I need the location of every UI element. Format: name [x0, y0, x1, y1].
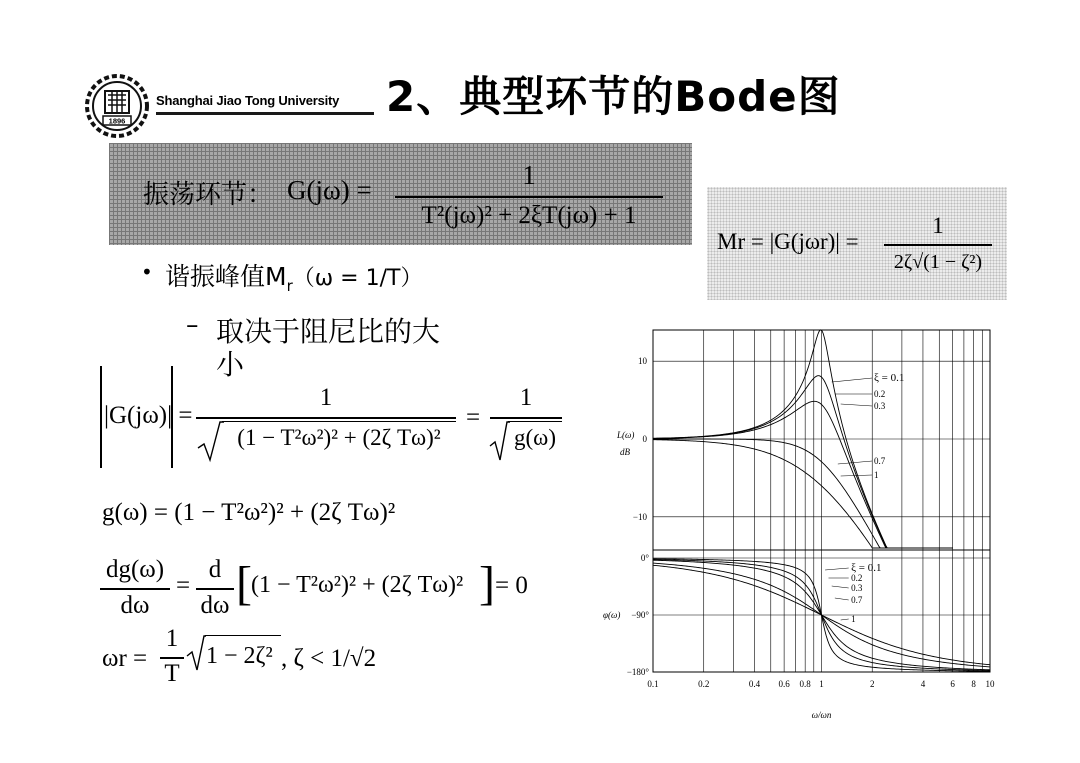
- eq4-radical-bar: [205, 635, 281, 636]
- phase-zeta-leader: [841, 619, 849, 620]
- phase-zeta-leader: [825, 568, 849, 570]
- mag-tick-label: −10: [632, 511, 647, 522]
- mag-zeta-leader: [838, 461, 872, 464]
- bullet-prefix: 谐振峰值M: [165, 262, 287, 291]
- eq4-radical-icon: [186, 634, 206, 674]
- bullet-marker: •: [141, 260, 153, 284]
- eq3-lhs-bar: [100, 588, 170, 590]
- eq3-lhs-denominator: dω: [120, 592, 150, 619]
- x-axis-label: ω/ωn: [811, 710, 832, 720]
- eq1-fraction-bar2: [490, 417, 562, 419]
- phase-tick-label: −90°: [631, 610, 649, 620]
- page-title: 2、典型环节的Bode图: [386, 72, 841, 121]
- bullet-subscript: r: [286, 277, 293, 295]
- eq3-bracket-left: [: [236, 557, 252, 610]
- eq2: g(ω) = (1 − T²ω²)² + (2ζ Tω)²: [102, 499, 396, 526]
- eq3-d-numerator: d: [208, 556, 222, 583]
- eq3-rhs: = 0: [495, 572, 528, 599]
- mag-zeta-label: 0.3: [874, 401, 886, 411]
- x-tick-label: 4: [920, 679, 926, 689]
- mag-ylabel: L(ω): [617, 430, 635, 440]
- mr-fraction-bar: [884, 244, 992, 246]
- eq4-lhs: ωr =: [102, 645, 148, 672]
- phase-zeta-label: ξ = 0.1: [851, 562, 882, 574]
- eq4-numerator: 1: [165, 625, 179, 652]
- phase-ylabel: φ(ω): [603, 610, 621, 620]
- x-tick-label: 0.2: [698, 679, 710, 689]
- phase-tick-label: −180°: [626, 667, 649, 677]
- abs-bar-left: [100, 366, 102, 468]
- magnitude-curve-3: [653, 439, 953, 548]
- mr-lhs: Mr = |G(jωr)| =: [717, 229, 859, 254]
- mag-zeta-label: ξ = 0.1: [874, 372, 905, 384]
- x-tick-label: 1: [819, 679, 824, 689]
- x-tick-label: 8: [971, 679, 976, 689]
- eq4-denominator: T: [164, 660, 180, 687]
- mag-zeta-label: 1: [874, 470, 879, 480]
- sub-bullet-line2: 小: [216, 348, 245, 381]
- mag-zeta-leader: [841, 404, 873, 406]
- phase-tick-label: 0°: [640, 553, 649, 563]
- mag-zeta-label: 0.7: [874, 456, 886, 466]
- eq3-d-denominator: dω: [200, 592, 230, 619]
- eq3-lhs-numerator: dg(ω): [105, 556, 165, 583]
- phase-zeta-label: 0.3: [851, 583, 863, 593]
- x-tick-label: 0.4: [748, 679, 761, 689]
- mag-ylabel-unit: dB: [620, 447, 630, 457]
- magnitude-curve-1: [653, 376, 953, 548]
- eq1-numerator2: 1: [519, 384, 533, 411]
- chart-labels: [603, 356, 995, 720]
- bullet-suffix: （ω = 1/T）: [292, 266, 423, 291]
- eq4-condition: , ζ < 1/√2: [281, 645, 377, 672]
- header-underline: [156, 112, 374, 115]
- tf-lhs: G(jω) =: [287, 175, 372, 205]
- eq1-numerator: 1: [319, 384, 333, 411]
- eq1-denominator2: g(ω): [514, 425, 556, 450]
- mag-tick-label: 0: [642, 434, 647, 444]
- magnitude-curve-2: [653, 401, 953, 548]
- phase-zeta-label: 1: [851, 614, 856, 624]
- sub-bullet-dash: –: [186, 310, 199, 339]
- eq3-d-bar: [196, 588, 234, 590]
- mag-zeta-label: 0.2: [874, 389, 886, 399]
- mag-zeta-leader: [832, 378, 872, 382]
- x-tick-label: 10: [985, 679, 995, 689]
- eq4-root: 1 − 2ζ²: [206, 643, 273, 669]
- eq1-fraction-bar: [196, 417, 456, 419]
- mr-numerator: 1: [932, 213, 944, 238]
- phase-zeta-leader: [832, 586, 849, 588]
- eq1-radical2-bar: [508, 421, 562, 422]
- bullet-text: [165, 257, 422, 295]
- tf-denominator: T²(jω)² + 2ξT(jω) + 1: [421, 202, 637, 229]
- eq1-radical2-icon: [488, 420, 510, 464]
- box-label: 振荡环节：: [143, 180, 274, 210]
- phase-zeta-label: 0.2: [851, 573, 863, 583]
- eq3-equals: =: [176, 572, 191, 599]
- university-name: Shanghai Jiao Tong University: [156, 93, 340, 108]
- bode-chart: [598, 320, 1008, 730]
- eq3-bracket-right: ]: [479, 557, 495, 610]
- mr-denominator: 2ζ√(1 − ζ²): [893, 251, 983, 273]
- mag-tick-label: 10: [638, 356, 647, 367]
- eq1-equals: =: [466, 404, 481, 431]
- x-tick-label: 6: [950, 679, 955, 689]
- eq4-fraction-bar: [160, 657, 184, 659]
- university-logo: [84, 73, 150, 139]
- eq1-radical-icon: [196, 420, 224, 464]
- sub-bullet-line1: 取决于阻尼比的大: [216, 315, 441, 348]
- x-tick-label: 0.8: [799, 679, 811, 689]
- eq1-radical-bar: [222, 421, 456, 422]
- tf-fraction-bar: [395, 196, 663, 198]
- eq1-denominator: (1 − T²ω²)² + (2ζ Tω)²: [237, 425, 441, 450]
- phase-zeta-label: 0.7: [851, 595, 863, 605]
- tf-numerator: 1: [522, 160, 536, 190]
- magnitude-curve-4: [653, 440, 953, 548]
- eq1-lhs: |G(jω)| =: [104, 402, 193, 429]
- x-tick-label: 0.6: [778, 679, 790, 689]
- x-tick-label: 0.1: [647, 679, 659, 689]
- chart-grid: [653, 330, 990, 672]
- x-tick-label: 2: [869, 679, 875, 689]
- logo-year: 1896: [108, 116, 126, 126]
- eq3-body: (1 − T²ω²)² + (2ζ Tω)²: [251, 572, 464, 598]
- phase-zeta-leader: [835, 598, 849, 600]
